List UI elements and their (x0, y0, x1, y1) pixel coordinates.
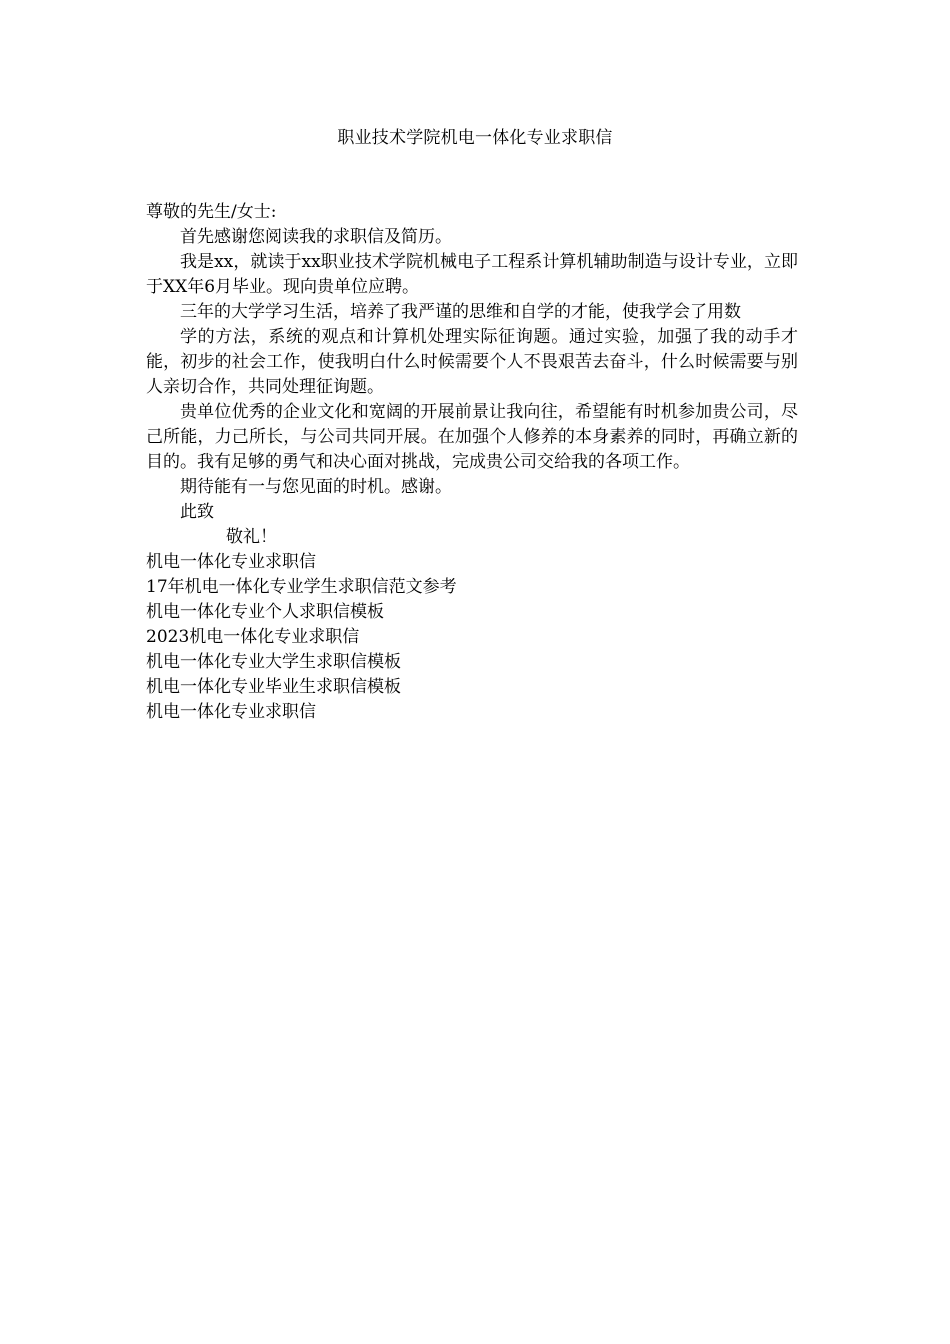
related-title: 机电一体化专业求职信 (146, 702, 316, 722)
related-title: 2023机电一体化专业求职信 (146, 627, 360, 647)
related-titles-list (146, 550, 798, 725)
paragraph-thanks: 首先感谢您阅读我的求职信及简历。 (180, 227, 452, 247)
related-title: 机电一体化专业个人求职信模板 (146, 602, 384, 622)
closing-regards: 敬礼！ (226, 527, 277, 547)
paragraph-company: 贵单位优秀的企业文化和宽阔的开展前景让我向往，希望能有时机参加贵公司，尽己所能，力己所长，与公司共同开展。在加强个人修养的本身素养的同时，再确立新的目的。我有足够的勇气和决心面对挑战，完成贵公司交给我的各项工作。 (146, 402, 798, 472)
paragraph-cizhi: 此致 (180, 502, 214, 522)
paragraph-study-1: 三年的大学学习生活，培养了我严谨的思维和自学的才能，使我学会了用数 (180, 302, 741, 322)
related-title: 机电一体化专业毕业生求职信模板 (146, 677, 401, 697)
related-title: 机电一体化专业求职信 (146, 552, 316, 572)
related-title: 17年机电一体化专业学生求职信范文参考 (146, 577, 457, 597)
paragraph-study-2: 学的方法，系统的观点和计算机处理实际征询题。通过实验，加强了我的动手才能，初步的社会工作，使我明白什么时候需要个人不畏艰苦去奋斗，什么时候需要与别人亲切合作，共同处理征询题。 (146, 327, 798, 397)
related-title: 机电一体化专业大学生求职信模板 (146, 652, 401, 672)
letter-body (146, 200, 798, 725)
paragraph-intro: 我是xx，就读于xx职业技术学院机械电子工程系计算机辅助制造与设计专业，立即于XX年6月毕业。现向贵单位应聘。 (146, 252, 798, 297)
salutation: 尊敬的先生/女士: (146, 202, 277, 222)
document-title: 职业技术学院机电一体化专业求职信 (337, 128, 613, 148)
paragraph-hope: 期待能有一与您见面的时机。感谢。 (180, 477, 452, 497)
